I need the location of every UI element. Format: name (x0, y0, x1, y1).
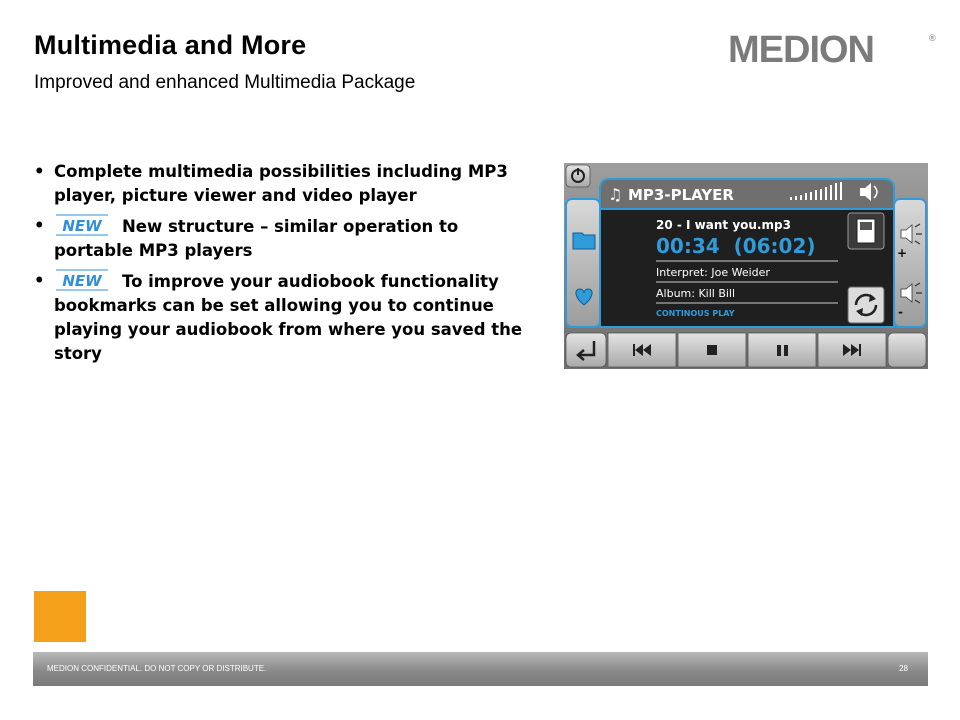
orange-accent-square (34, 591, 86, 642)
next-button[interactable] (818, 333, 886, 367)
track-interpret: Interpret: Joe Weider (656, 266, 770, 279)
blank-control (888, 333, 926, 367)
svg-text:-: - (898, 305, 903, 319)
list-item: • NEW New structure – similar operation to portable MP3 players (34, 216, 459, 260)
slide-title: Multimedia and More (34, 30, 307, 60)
track-name: 20 - I want you.mp3 (656, 218, 791, 232)
bullet-text: New structure – similar operation to portable MP3 players (54, 217, 459, 260)
track-album: Album: Kill Bill (656, 287, 736, 300)
confidential-notice: MEDION CONFIDENTIAL. DO NOT COPY OR DISTRIBUTE. (47, 664, 267, 673)
bullet-text: Complete multimedia possibilities including MP3 player, picture viewer and video player (54, 162, 508, 205)
music-note-icon: ♫ (608, 185, 623, 204)
play-mode: CONTINOUS PLAY (656, 309, 735, 318)
new-badge-label: NEW (62, 272, 102, 290)
feature-list (34, 160, 534, 372)
back-button[interactable] (566, 333, 606, 367)
mp3-player-screenshot (564, 163, 928, 369)
logo-registered-mark: ® (929, 33, 936, 43)
new-badge-label: NEW (62, 217, 102, 235)
list-item: • NEW To improve your audiobook functionality bookmarks can be set allowing you to continue playing your audiobook from where you saved the story (34, 271, 523, 363)
stop-icon (707, 345, 717, 355)
left-sidebar (566, 199, 600, 327)
device-button[interactable] (848, 213, 884, 249)
medion-logo (728, 30, 938, 66)
svg-text:+: + (897, 246, 908, 260)
repeat-button[interactable] (848, 287, 884, 323)
pause-button[interactable] (748, 333, 816, 367)
stop-button[interactable] (678, 333, 746, 367)
slide-subtitle: Improved and enhanced Multimedia Package (34, 72, 416, 93)
list-item: • Complete multimedia possibilities including MP3 player, picture viewer and video player (34, 162, 508, 205)
footer-bar (33, 652, 928, 686)
folder-button[interactable] (573, 233, 595, 249)
page-number: 28 (899, 664, 908, 673)
player-title: MP3-PLAYER (628, 186, 734, 204)
previous-button[interactable] (608, 333, 676, 367)
new-badge-icon (54, 214, 110, 236)
power-button[interactable] (566, 165, 590, 187)
folder-icon (573, 233, 595, 249)
logo-text: MEDION (728, 30, 874, 66)
bullet-text: To improve your audiobook functionality bookmarks can be set allowing you to continue playing your audiobook from where you saved the story (54, 272, 523, 363)
track-time: 00:34 (06:02) (656, 234, 816, 258)
new-badge-icon (54, 269, 110, 291)
